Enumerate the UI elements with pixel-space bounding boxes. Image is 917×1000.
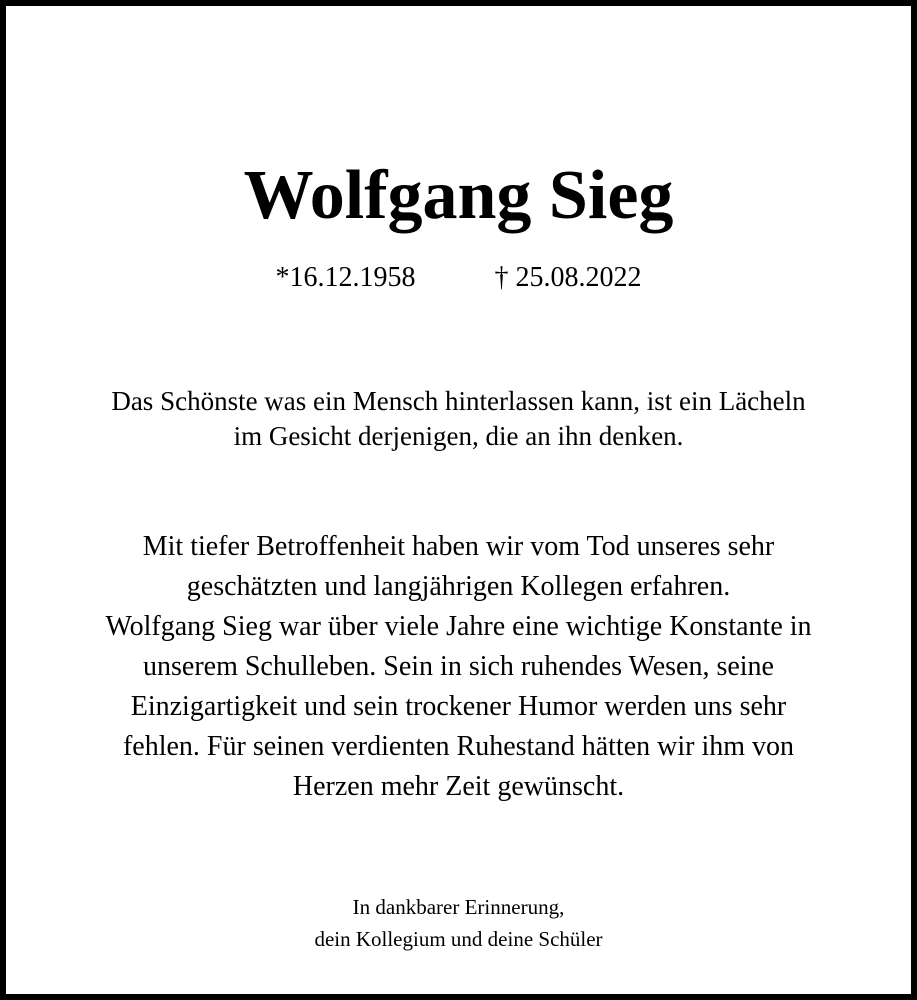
message-line: Wolfgang Sieg war über viele Jahre eine wichtige Konstante in [105,611,812,642]
life-dates [6,264,911,292]
message-line: Mit tiefer Betroffenheit haben wir vom Tod unseres sehr [142,531,775,562]
signoff-line: In dankbarer Erinnerung, [352,895,565,919]
signoff-line: dein Kollegium und deine Schüler [314,927,603,951]
message-line: Herzen mehr Zeit gewünscht. [292,771,625,802]
message-line: unserem Schulleben. Sein in sich ruhendes Wesen, seine [143,651,774,682]
message-line: Einzigartigkeit und sein trockener Humor werden uns sehr [130,691,787,722]
signoff [6,891,911,955]
quote-line: im Gesicht derjenigen, die an ihn denken. [233,421,684,451]
birth-date: *16.12.1958 [275,262,416,293]
quote-line: Das Schönste was ein Mensch hinterlassen kann, ist ein Lächeln [111,386,806,416]
message-line: fehlen. Für seinen verdienten Ruhestand hätten wir ihm von [122,731,795,762]
deceased-name: Wolfgang Sieg [243,157,674,234]
condolence-message [26,527,891,807]
death-date: † 25.08.2022 [494,262,642,293]
message-line: geschätzten und langjährigen Kollegen erfahren. [186,571,731,602]
memorial-quote [26,384,891,454]
